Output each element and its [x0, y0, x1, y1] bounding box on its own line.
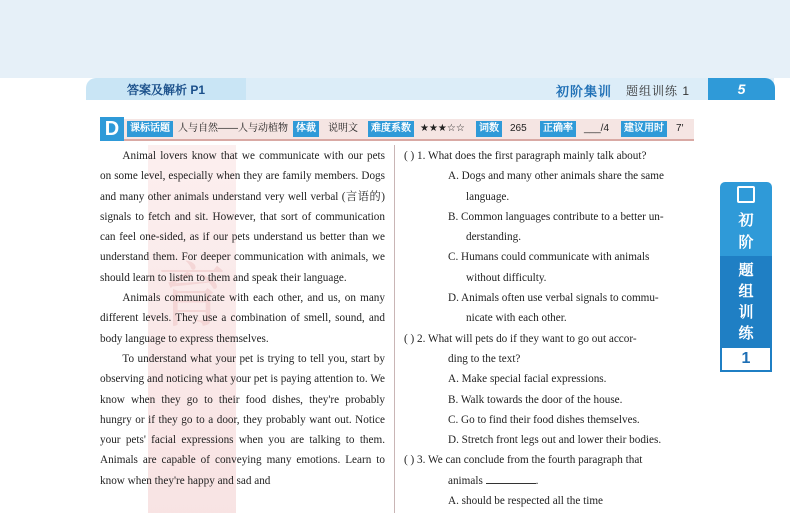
- passage-paragraph-3: To understand what your pet is trying to tell you, start by observing and noticing what your pet is paying attention to. We know when they go to their food dishes, they're probably hungry or if they go to a door, they probably want out. Notice your pets' facial expressions when you are talking to them. Animals are capable of conveying many emotions. Learn to know when they're happy and sad and: [100, 352, 385, 487]
- passage-paragraph-1: Animal lovers know that we communicate with our pets on some level, especially when they are family members. Dogs and many other animals understand very well verbal (言语的) signals to fetch and sit. However, that sort of communication can feel one-sided, as if our pets understand us better than we understand them. For deeper communication with animals, we should learn to listen to them and speak their language.: [100, 150, 385, 284]
- q1-option-b-cont: derstanding.: [466, 231, 521, 244]
- question-3-stem-cont: animals .: [404, 471, 694, 491]
- question-1-stem: ( ) 1. What does the first paragraph mainly talk about?: [404, 150, 647, 162]
- column-divider: [394, 145, 395, 513]
- topic-value: 人与自然——人与动植物: [178, 123, 288, 134]
- q2-option-c: C. Go to find their food dishes themselves.: [448, 413, 640, 426]
- topic-label: 课标话题: [127, 121, 173, 137]
- info-bar: [100, 119, 694, 141]
- question-2-stem-cont: ding to the text?: [448, 352, 521, 365]
- passage-letter: D: [100, 117, 124, 141]
- difficulty-label: 难度系数: [368, 121, 414, 137]
- header-strip: [246, 78, 774, 100]
- q2-option-b: B. Walk towards the door of the house.: [448, 393, 623, 406]
- genre-value: 说明文: [328, 123, 358, 134]
- q1-option-a: A. Dogs and many other animals share the same: [448, 170, 664, 183]
- brand-title: 初阶集训: [556, 84, 613, 99]
- q3-option-a: A. should be respected all the time: [448, 495, 604, 508]
- side-tab-number: 1: [720, 348, 772, 372]
- time-label: 建议用时: [621, 121, 667, 137]
- top-band: [0, 0, 790, 78]
- time-value: 7′: [676, 123, 684, 134]
- edit-icon: [737, 186, 755, 203]
- side-tab-middle: 题 组 训 练: [720, 256, 772, 348]
- q1-option-d: D. Animals often use verbal signals to commu-: [448, 292, 659, 305]
- words-value: 265: [510, 123, 527, 134]
- side-tab: [720, 182, 772, 372]
- accuracy-value: ___/4: [584, 123, 610, 134]
- difficulty-stars: ★★★☆☆: [420, 123, 465, 134]
- header-bar: [86, 78, 775, 100]
- question-3-stem: ( ) 3. We can conclude from the fourth paragraph that: [404, 454, 643, 467]
- q1-option-d-cont: nicate with each other.: [466, 312, 567, 325]
- reading-passage: [100, 146, 385, 491]
- q2-option-a: A. Make special facial expressions.: [448, 373, 607, 386]
- q1-option-b: B. Common languages contribute to a better un-: [448, 210, 664, 223]
- answer-paren[interactable]: ( ): [404, 332, 415, 345]
- q1-option-c: C. Humans could communicate with animals: [448, 251, 650, 264]
- question-list: [404, 146, 694, 511]
- question-2-stem: ( ) 2. What will pets do if they want to go out accor-: [404, 332, 637, 345]
- q2-option-d: D. Stretch front legs out and lower their bodies.: [448, 434, 662, 447]
- genre-label: 体裁: [293, 121, 319, 137]
- q1-option-c-cont: without difficulty.: [466, 271, 547, 284]
- accuracy-label: 正确率: [540, 121, 576, 137]
- answer-paren[interactable]: ( ): [404, 454, 415, 467]
- passage-paragraph-2: Animals communicate with each other, and us, on many different levels. They use a combination of smell, sound, and body language to express themselves.: [100, 292, 385, 345]
- q1-option-a-cont: language.: [466, 190, 510, 203]
- answer-paren[interactable]: ( ): [404, 150, 415, 162]
- side-tab-top: 初 阶: [720, 182, 772, 256]
- words-label: 词数: [476, 121, 502, 137]
- watermark-glyph: 育: [157, 255, 227, 337]
- page-number: 5: [708, 78, 775, 100]
- answer-ref-text: 答案及解析 P1: [126, 83, 205, 97]
- fill-blank[interactable]: [486, 472, 536, 484]
- section-title: 题组训练 1: [626, 84, 691, 98]
